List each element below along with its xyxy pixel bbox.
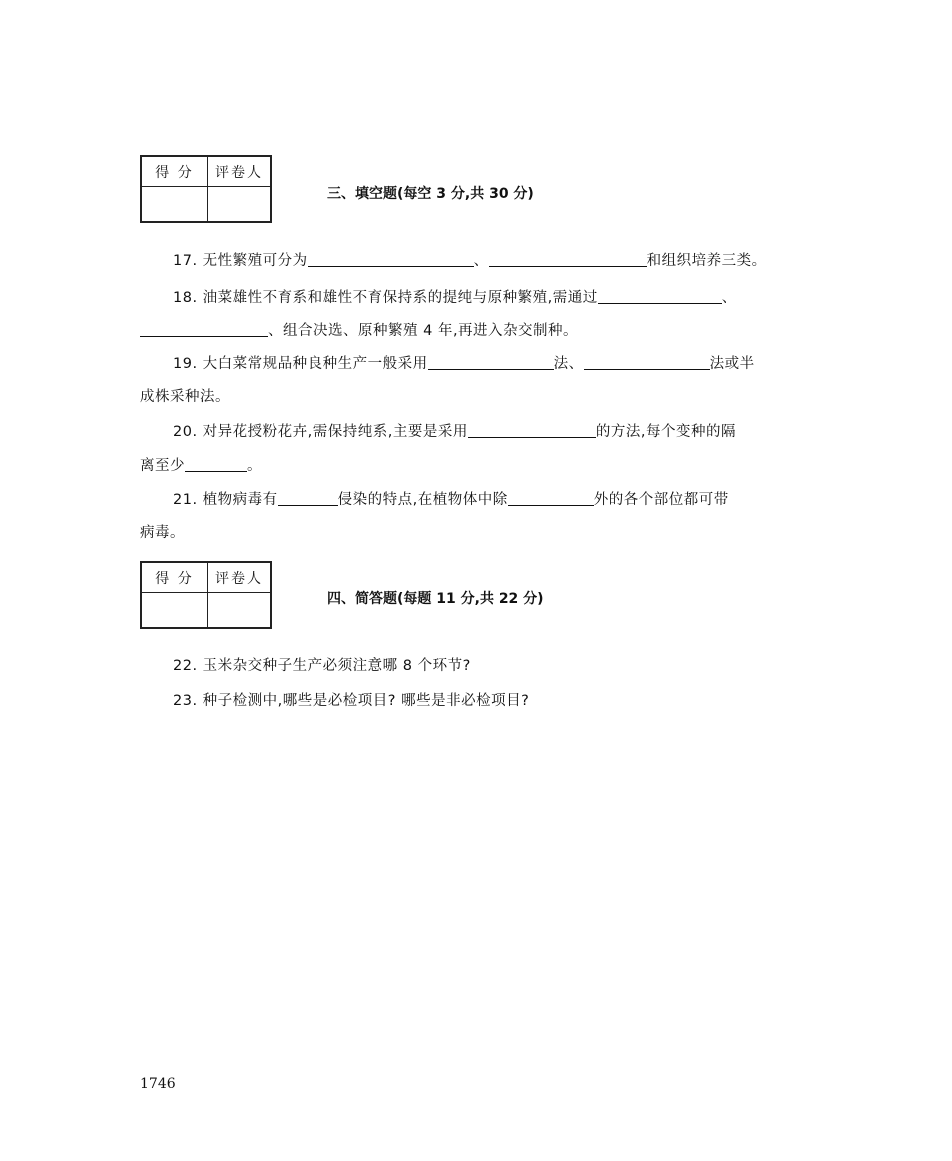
- question-23: 23. 种子检测中,哪些是必检项目? 哪些是非必检项目?: [173, 693, 530, 709]
- blank[interactable]: [508, 491, 594, 507]
- question-18: 18. 油菜雄性不育系和雄性不育保持系的提纯与原种繁殖,需通过 、: [173, 290, 737, 306]
- score-box-section3: [140, 155, 272, 223]
- question-22: 22. 玉米杂交种子生产必须注意哪 8 个环节?: [173, 658, 471, 674]
- question-18-cont: 、组合决选、原种繁殖 4 年,再进入杂交制种。: [140, 319, 578, 340]
- section4-title: 四、简答题(每题 11 分,共 22 分): [327, 591, 544, 607]
- blank[interactable]: [278, 491, 338, 507]
- score-cell: [142, 187, 208, 221]
- blank[interactable]: [140, 322, 268, 338]
- score-cell: [142, 593, 208, 627]
- blank[interactable]: [308, 252, 474, 268]
- question-19: 19. 大白菜常规品种良种生产一般采用 法、 法或半: [173, 356, 755, 372]
- blank[interactable]: [468, 423, 596, 439]
- section3-title: 三、填空题(每空 3 分,共 30 分): [327, 186, 534, 202]
- blank[interactable]: [428, 355, 554, 371]
- question-21: 21. 植物病毒有 侵染的特点,在植物体中除 外的各个部位都可带: [173, 492, 729, 508]
- question-20: 20. 对异花授粉花卉,需保持纯系,主要是采用 的方法,每个变种的隔: [173, 424, 736, 440]
- question-21-cont: 病毒。: [140, 525, 185, 541]
- score-label: 得 分: [142, 563, 208, 593]
- grader-cell: [208, 593, 270, 627]
- blank[interactable]: [489, 252, 647, 268]
- blank[interactable]: [598, 289, 722, 305]
- question-20-cont: 离至少 。: [140, 458, 262, 474]
- question-19-cont: 成株采种法。: [140, 389, 230, 405]
- score-box-section4: [140, 561, 272, 629]
- grader-label: 评卷人: [208, 157, 270, 187]
- blank[interactable]: [584, 355, 710, 371]
- grader-label: 评卷人: [208, 563, 270, 593]
- question-17: 17. 无性繁殖可分为 、 和组织培养三类。: [173, 253, 767, 269]
- page-number: 1746: [140, 1076, 176, 1092]
- score-label: 得 分: [142, 157, 208, 187]
- blank[interactable]: [185, 457, 247, 473]
- grader-cell: [208, 187, 270, 221]
